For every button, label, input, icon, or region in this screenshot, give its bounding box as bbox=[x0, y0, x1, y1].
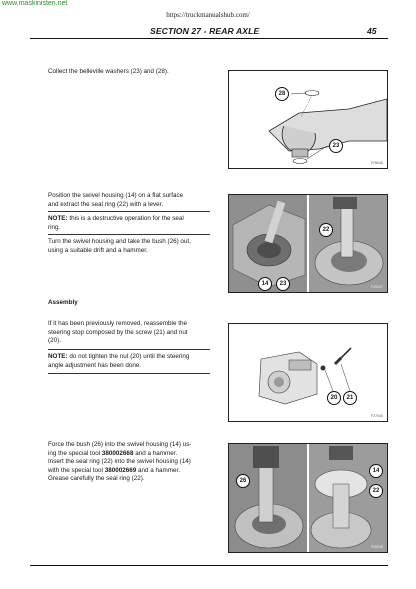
note-text: angle adjustment has been done. bbox=[48, 361, 142, 369]
step-collect-washers: Collect the belleville washers (23) and (28). bbox=[48, 68, 169, 75]
divider bbox=[48, 373, 210, 374]
divider bbox=[48, 349, 210, 350]
figure-seal-extraction bbox=[228, 194, 388, 293]
note-text: do not tighten the nut (20) until the steering bbox=[67, 353, 190, 360]
assembly-heading: Assembly bbox=[48, 299, 78, 306]
callout-23: 23 bbox=[276, 277, 290, 291]
note-text: this is a destructive operation for the seal bbox=[67, 215, 184, 222]
note-destructive bbox=[48, 215, 184, 232]
step-line: If it has been previously removed, reassemble the bbox=[48, 320, 187, 327]
header-rule bbox=[30, 38, 388, 39]
step-line: steering stop composed by the screw (21) and nut bbox=[48, 328, 188, 336]
callout-26: 26 bbox=[236, 474, 250, 488]
step-reassemble-stop bbox=[48, 320, 188, 346]
special-tool-code: 380002669 bbox=[104, 466, 137, 474]
step-remove-bush bbox=[48, 238, 191, 255]
step-line: Force the bush (26) into the swivel housing (14) us- bbox=[48, 441, 192, 448]
step-line: with the special tool bbox=[48, 466, 105, 474]
note-label: NOTE: bbox=[48, 353, 68, 360]
callout-22: 22 bbox=[369, 484, 383, 498]
bush-seal-installation-photo bbox=[229, 444, 387, 552]
callout-23: 23 bbox=[329, 139, 343, 153]
watermark: www.maskinisten.net bbox=[2, 0, 68, 7]
step-line: and a hammer. bbox=[136, 466, 180, 474]
figure-belleville-washers bbox=[228, 70, 388, 169]
divider bbox=[48, 211, 210, 212]
step-line: Position the swivel housing (14) on a flat surface bbox=[48, 192, 184, 199]
page-number: 45 bbox=[367, 26, 377, 36]
step-line: using a suitable drift and a hammer. bbox=[48, 246, 148, 254]
figure-bush-seal-installation bbox=[228, 443, 388, 553]
figure-steering-stop bbox=[228, 323, 388, 422]
steering-stop-illustration bbox=[229, 324, 387, 421]
note-label: NOTE: bbox=[48, 215, 68, 222]
figure-code: F25046 bbox=[371, 161, 383, 165]
step-position-housing bbox=[48, 192, 183, 209]
step-line: ing the special tool bbox=[48, 449, 102, 457]
figure-code: F25047 bbox=[371, 285, 383, 289]
special-tool-code: 380002668 bbox=[101, 449, 134, 457]
seal-extraction-photo bbox=[229, 195, 387, 292]
figure-code: F25048 bbox=[371, 545, 383, 549]
step-line: and extract the seal ring (22) with a lever. bbox=[48, 200, 164, 208]
source-url: https://truckmanualshub.com/ bbox=[166, 11, 250, 19]
callout-21: 21 bbox=[343, 391, 357, 405]
callout-14: 14 bbox=[258, 277, 272, 291]
section-title: SECTION 27 - REAR AXLE bbox=[150, 26, 260, 36]
step-install-bush-and-seal bbox=[48, 441, 192, 484]
step-line: (20). bbox=[48, 337, 61, 345]
note-do-not-tighten bbox=[48, 353, 189, 370]
step-line: Insert the seal ring (22) into the swivel housing (14) bbox=[48, 458, 191, 466]
callout-28: 28 bbox=[275, 87, 289, 101]
step-line: and a hammer. bbox=[133, 449, 178, 457]
figure-code: F27040 bbox=[371, 414, 383, 418]
callout-20: 20 bbox=[327, 391, 341, 405]
callout-14: 14 bbox=[369, 464, 383, 478]
note-text: ring. bbox=[48, 223, 61, 231]
swivel-housing-illustration bbox=[229, 71, 387, 168]
footer-rule bbox=[30, 565, 388, 566]
callout-22: 22 bbox=[319, 223, 333, 237]
step-line: Turn the swivel housing and take the bush (26) out, bbox=[48, 238, 191, 245]
divider bbox=[48, 234, 210, 235]
step-line: Grease carefully the seal ring (22). bbox=[48, 475, 145, 483]
